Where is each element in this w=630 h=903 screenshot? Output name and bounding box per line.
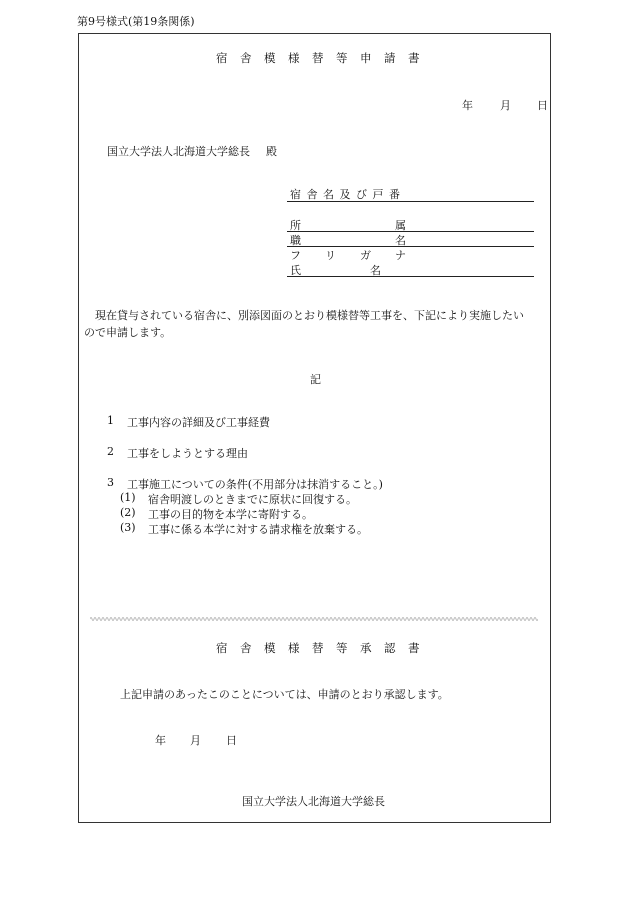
condition-text: 工事の目的物を本学に寄附する。 bbox=[148, 508, 313, 521]
affiliation-label-char: 所 bbox=[290, 219, 301, 232]
title-char: 模 bbox=[264, 51, 276, 65]
title-char: 承 bbox=[360, 641, 372, 655]
title-char: 舎 bbox=[240, 51, 252, 65]
title-char: 様 bbox=[288, 51, 300, 65]
date-day-label: 日 bbox=[537, 99, 548, 112]
title-char: 書 bbox=[408, 641, 420, 655]
furigana-label-char: リ bbox=[325, 249, 336, 262]
title-char: 等 bbox=[336, 641, 348, 655]
date-day-label: 日 bbox=[226, 734, 237, 747]
request-text-line-2: ので申請します。 bbox=[84, 326, 172, 339]
date-month-label: 月 bbox=[190, 734, 201, 747]
name-label-char: 名 bbox=[370, 264, 381, 277]
title-char: 認 bbox=[384, 641, 396, 655]
title-char: 様 bbox=[288, 641, 300, 655]
honorific: 殿 bbox=[266, 145, 277, 158]
date-year-label: 年 bbox=[155, 734, 166, 747]
title-char: 等 bbox=[336, 51, 348, 65]
position-label-char: 名 bbox=[395, 234, 406, 247]
item-number: 3 bbox=[107, 476, 114, 489]
title-char: 模 bbox=[264, 641, 276, 655]
housing-field-label: 宿 舎 名 及 び 戸 番 bbox=[290, 188, 401, 201]
title-char: 替 bbox=[312, 641, 324, 655]
condition-number: (1) bbox=[120, 491, 136, 504]
title-char: 宿 bbox=[216, 51, 228, 65]
addressee: 国立大学法人北海道大学総長 bbox=[107, 145, 250, 158]
item-number: 2 bbox=[107, 445, 114, 458]
date-year-label: 年 bbox=[462, 99, 473, 112]
name-field-line bbox=[287, 276, 534, 277]
item-number: 1 bbox=[107, 414, 114, 427]
title-char: 舎 bbox=[240, 641, 252, 655]
signatory: 国立大学法人北海道大学総長 bbox=[242, 795, 385, 808]
housing-field-line bbox=[287, 201, 534, 202]
furigana-label-char: フ bbox=[290, 249, 301, 262]
ki-heading: 記 bbox=[310, 373, 321, 386]
title-char: 申 bbox=[360, 51, 372, 65]
name-label-char: 氏 bbox=[290, 264, 301, 277]
cut-line bbox=[90, 616, 538, 622]
affiliation-field-line bbox=[287, 231, 534, 232]
condition-number: (2) bbox=[120, 506, 136, 519]
condition-number: (3) bbox=[120, 521, 136, 534]
title-char: 宿 bbox=[216, 641, 228, 655]
item-text: 工事施工についての条件(不用部分は抹消すること。) bbox=[127, 478, 383, 491]
date-month-label: 月 bbox=[500, 99, 511, 112]
item-text: 工事内容の詳細及び工事経費 bbox=[127, 416, 270, 429]
position-label-char: 職 bbox=[290, 234, 301, 247]
item-text: 工事をしようとする理由 bbox=[127, 447, 248, 460]
title-char: 請 bbox=[384, 51, 396, 65]
title-char: 書 bbox=[408, 51, 420, 65]
condition-text: 宿舎明渡しのときまでに原状に回復する。 bbox=[148, 493, 357, 506]
furigana-label-char: ガ bbox=[360, 249, 371, 262]
form-number-label: 第9号様式(第19条関係) bbox=[77, 15, 195, 28]
request-text-line-1: 現在貸与されている宿舎に、別添図面のとおり模様替等工事を、下記により実施したい bbox=[95, 309, 524, 322]
approval-text: 上記申請のあったこのことについては、申請のとおり承認します。 bbox=[120, 688, 449, 701]
title-char: 替 bbox=[312, 51, 324, 65]
condition-text: 工事に係る本学に対する請求権を放棄する。 bbox=[148, 523, 368, 536]
furigana-label-char: ナ bbox=[395, 249, 406, 262]
affiliation-label-char: 属 bbox=[395, 219, 406, 232]
